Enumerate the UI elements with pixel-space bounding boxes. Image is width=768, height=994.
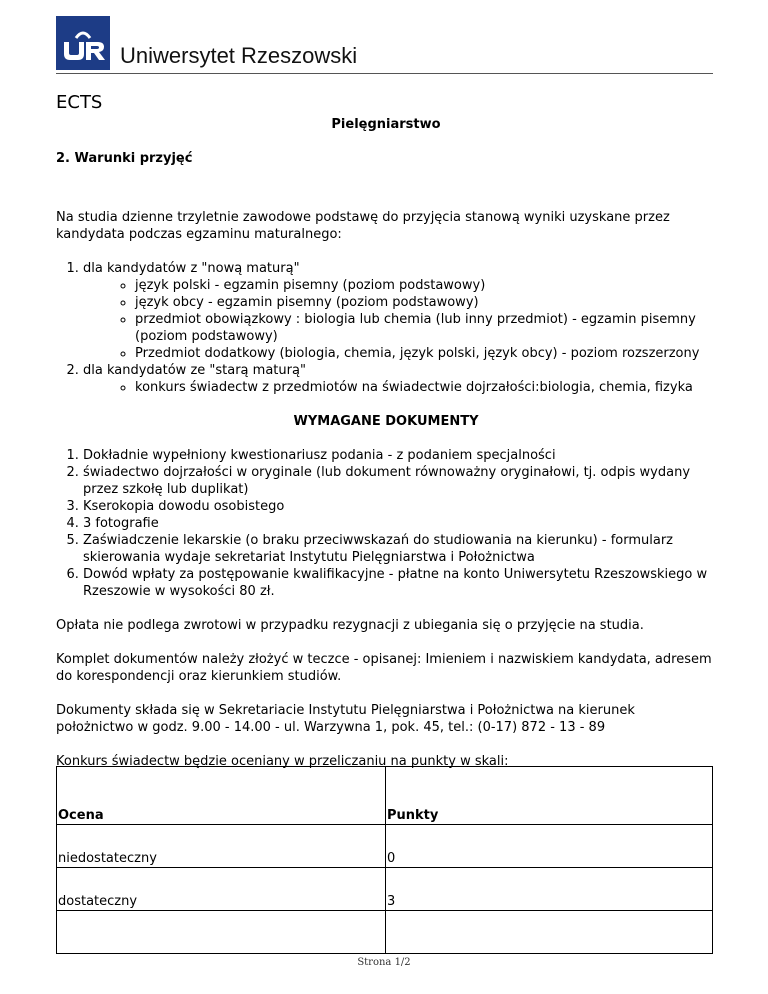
list-item: 1. dla kandydatów z "nową maturą" ◦ język polski - egzamin pisemny (poziom podstawowy) ◦ język obcy - egzamin pisemny (poziom podstawowy) ◦ przedmiot obowiązkowy : biologia lub chemia (lub inny przedmiot) - egzamin pisemny (poziom podstawowy) ◦ Przedmiot dodatkowy (biologia, chemia, język polski, język obcy) - poziom rozszerzony	[83, 260, 716, 362]
header-cell-points: Punkty	[386, 767, 713, 825]
header-cell-grade: Ocena	[57, 767, 386, 825]
sub-list	[83, 379, 716, 396]
list-item: 3. Kserokopia dowodu osobistego	[83, 498, 716, 515]
table-cell: 0	[386, 825, 713, 868]
document-body	[56, 116, 716, 770]
list-item: 2. dla kandydatów ze "starą maturą" ◦ konkurs świadectw z przedmiotów na świadectwie dojrzałości:biologia, chemia, fizyka	[83, 362, 716, 396]
office-paragraph: Dokumenty składa się w Sekretariacie Instytutu Pielęgniarstwa i Położnictwa na kierunek położnictwo w godz. 9.00 - 14.00 - ul. Warzywna 1, pok. 45, tel.: (0-17) 872 - 13 - 89	[56, 703, 635, 735]
table-cell: niedostateczny	[57, 825, 386, 868]
intro-paragraph: Na studia dzienne trzyletnie zawodowe podstawę do przyjęcia stanową wyniki uzyskane przez kandydata podczas egzaminu maturalnego:	[56, 210, 670, 242]
table-cell: 3	[386, 868, 713, 911]
folder-paragraph: Komplet dokumentów należy złożyć w teczce - opisanej: Imieniem i nazwiskiem kandydata, adresem do korespondencji oraz kierunkiem studiów.	[56, 652, 712, 684]
list-item: 4. 3 fotografie	[83, 515, 716, 532]
list-item: ◦ język polski - egzamin pisemny (poziom podstawowy)	[135, 277, 716, 294]
table-cell	[57, 911, 386, 954]
list-item: 5. Zaświadczenie lekarskie (o braku przeciwwskazań do studiowania na kierunku) - formularz skierowania wydaje sekretariat Instytutu Pielęgniarstwa i Położnictwa	[83, 532, 716, 566]
university-logo	[56, 16, 110, 70]
table-row	[57, 825, 713, 868]
section-label: ECTS	[56, 92, 103, 113]
ur-logo-icon	[56, 16, 110, 70]
table-cell: dostateczny	[57, 868, 386, 911]
table-cell	[386, 911, 713, 954]
university-name: Uniwersytet Rzeszowski	[120, 43, 358, 68]
page-number: Strona 1/2	[357, 957, 411, 968]
list-item: ◦ język obcy - egzamin pisemny (poziom podstawowy)	[135, 294, 716, 311]
scores-table	[56, 766, 713, 954]
scale-paragraph: Konkurs świadectw będzie oceniany w przeliczaniu na punkty w skali:	[56, 754, 509, 769]
list-item: ◦ przedmiot obowiązkowy : biologia lub chemia (lub inny przedmiot) - egzamin pisemny (poziom podstawowy)	[135, 311, 716, 345]
list-item: 6. Dowód wpłaty za postępowanie kwalifikacyjne - płatne na konto Uniwersytetu Rzeszowskiego w Rzeszowie w wysokości 80 zł.	[83, 566, 716, 600]
conditions-list	[56, 260, 716, 396]
list-item: 1. Dokładnie wypełniony kwestionariusz podania - z podaniem specjalności	[83, 447, 716, 464]
sub-list	[83, 277, 716, 362]
table-row	[57, 868, 713, 911]
section-heading: 2. Warunki przyjęć	[56, 151, 193, 166]
list-item: ◦ Przedmiot dodatkowy (biologia, chemia, język polski, język obcy) - poziom rozszerzony	[135, 345, 716, 362]
header-divider	[56, 73, 713, 74]
page-header	[56, 16, 713, 74]
table-row	[57, 911, 713, 954]
list-item: 2. świadectwo dojrzałości w oryginale (lub dokument równoważny oryginałowi, tj. odpis wydany przez szkołę lub duplikat)	[83, 464, 716, 498]
documents-heading: WYMAGANE DOKUMENTY	[293, 414, 479, 429]
list-item: ◦ konkurs świadectw z przedmiotów na świadectwie dojrzałości:biologia, chemia, fizyka	[135, 379, 716, 396]
document-title: Pielęgniarstwo	[331, 117, 441, 132]
table-header-row	[57, 767, 713, 825]
documents-list	[56, 447, 716, 600]
fee-paragraph: Opłata nie podlega zwrotowi w przypadku rezygnacji z ubiegania się o przyjęcie na studia.	[56, 618, 644, 633]
